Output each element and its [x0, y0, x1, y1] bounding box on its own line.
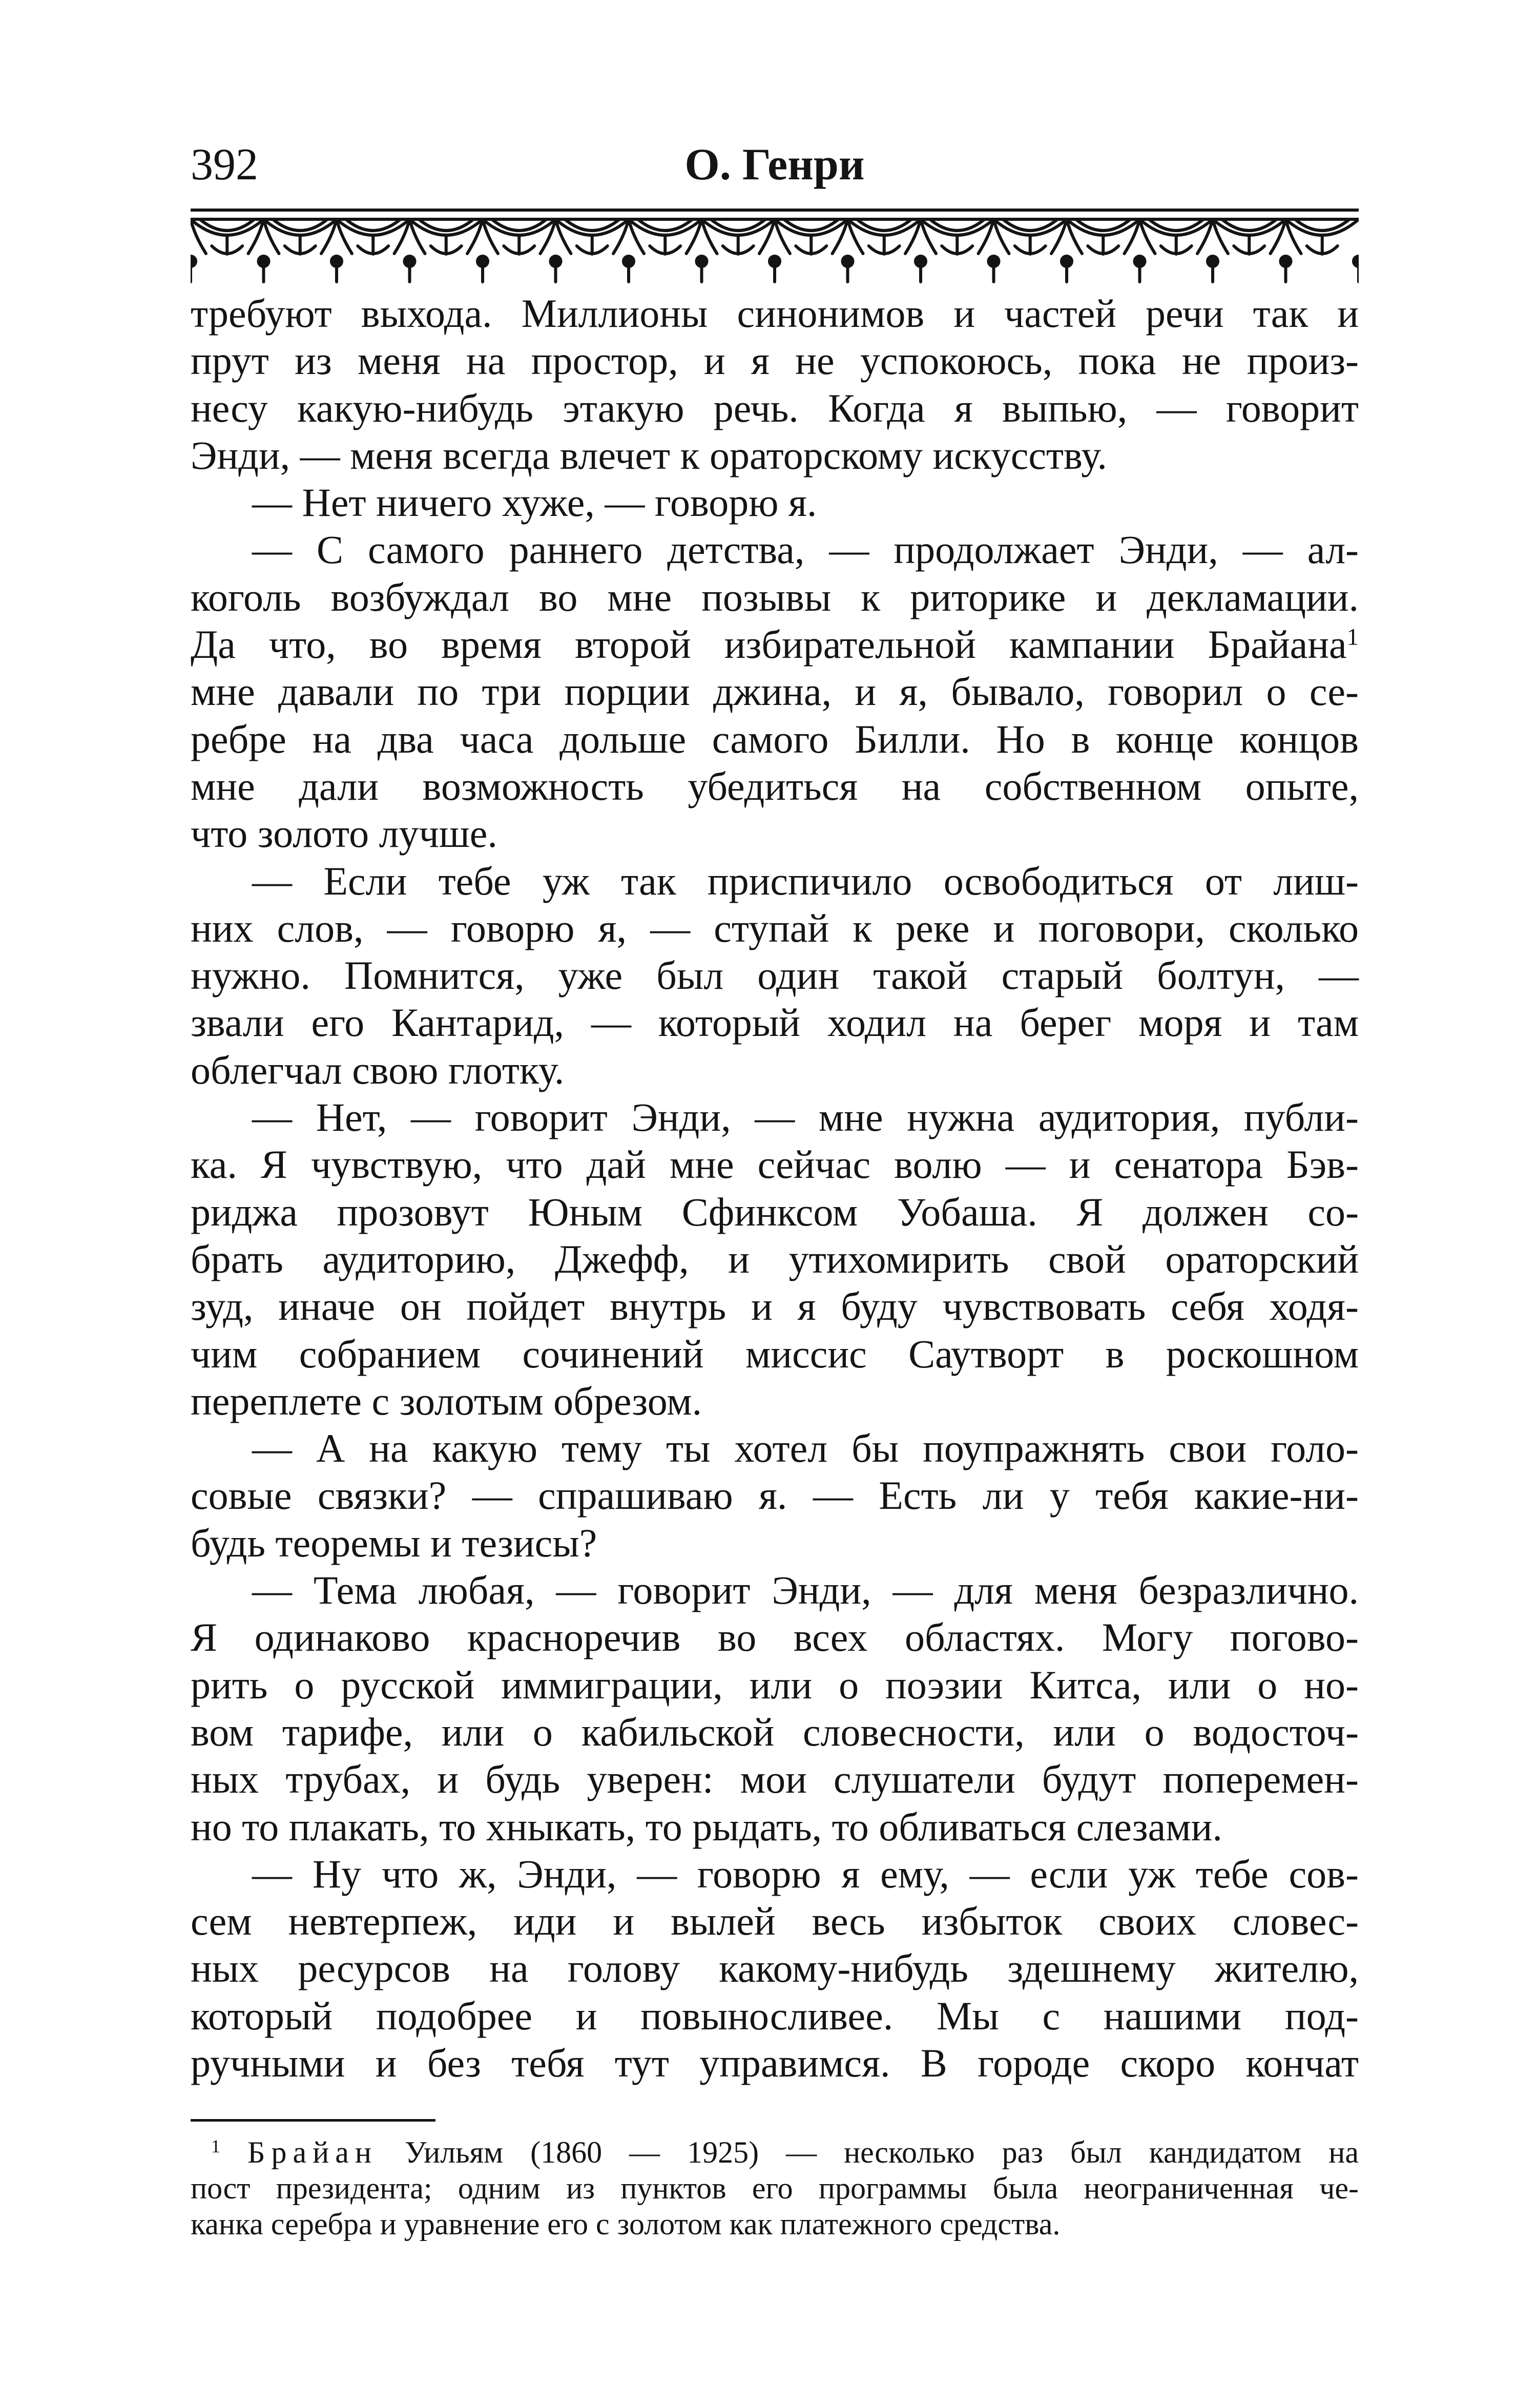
ornament-stroke: [346, 219, 401, 231]
ornament-stroke: [492, 219, 547, 231]
text-line: ребре на два часа дольше самого Билли. Но в конце концов: [191, 716, 1359, 761]
text-line: — А на какую тему ты хотел бы поупражнять свои голо-: [252, 1426, 1359, 1471]
text-line: — Нет ничего хуже, — говорю я.: [252, 480, 817, 525]
footnote-line: канка серебра и уравнение его с золотом как платежного средства.: [191, 2207, 1061, 2241]
text-line: коголь возбуждал во мне позывы к риторике и декламации.: [191, 574, 1359, 619]
ornament-stroke: [759, 219, 790, 254]
ornament-stroke: [833, 219, 863, 254]
ornament-stroke: [1125, 219, 1155, 254]
text-line: несу какую-нибудь этакую речь. Когда я выпью, — говорит: [191, 385, 1359, 430]
footnote-marker: 1: [211, 2136, 220, 2157]
text-line: который подобрее и повыносливее. Мы с нашими под-: [191, 1993, 1359, 2038]
text-line: ных трубах, и будь уверен: мои слушатели будут поперемен-: [191, 1757, 1359, 1802]
text-line: — Если тебе уж так приспичило освободиться от лиш-: [252, 858, 1359, 903]
decorative-border-ornament: [191, 205, 1359, 287]
ornament-stroke: [1051, 219, 1082, 254]
text-line: вом тарифе, или о кабильской словесности, или о водосточ-: [191, 1709, 1359, 1754]
text-line: ручными и без тебя тут управимся. В городе скоро кончат: [191, 2040, 1359, 2085]
page-header: [191, 134, 1359, 196]
text-line: чим собранием сочинений миссис Саутворт в роскошном: [191, 1331, 1359, 1376]
ornament-stroke: [979, 219, 1009, 254]
ornament-stroke: [565, 219, 620, 231]
ornament-stroke: [1003, 219, 1058, 231]
ornament-stroke: [687, 219, 717, 254]
ornament-stroke: [930, 219, 985, 231]
text-line: но то плакать, то хныкать, то рыдать, то обливаться слезами.: [191, 1804, 1222, 1849]
ornament-stroke: [467, 219, 498, 254]
text-line: них слов, — говорю я, — ступай к реке и поговори, сколько: [191, 905, 1359, 950]
footnote-reference: 1: [1346, 624, 1359, 651]
text-line: прут из меня на простор, и я не успокоюсь, пока не произ-: [191, 338, 1359, 383]
text-line: — Тема любая, — говорит Энди, — для меня безразлично.: [252, 1568, 1359, 1613]
body-text: [191, 290, 1359, 2087]
running-head: О. Генри: [684, 140, 865, 190]
ornament-stroke: [613, 219, 644, 254]
text-line: что золото лучше.: [191, 811, 497, 856]
text-line: Энди, — меня всегда влечет к ораторскому искусству.: [191, 432, 1107, 478]
text-line: риджа прозовут Юным Сфинксом Уобаша. Я должен со-: [191, 1189, 1359, 1234]
ornament-stroke: [857, 219, 912, 231]
ornament-stroke: [200, 219, 255, 231]
text-line: облегчал свою глотку.: [191, 1047, 565, 1092]
text-line: нужно. Помнится, уже был один такой старый болтун, —: [191, 953, 1359, 998]
footnote-name: Брайан: [247, 2135, 378, 2169]
ornament-stroke: [1149, 219, 1204, 231]
text-line: зуд, иначе он пойдет внутрь и я буду чувствовать себя ходя-: [191, 1284, 1359, 1329]
ornament-stroke: [248, 219, 279, 254]
ornament-stroke: [638, 219, 693, 231]
ornament-stroke: [273, 219, 328, 231]
text-line: сем невтерпеж, иди и вылей весь избыток своих словес-: [191, 1899, 1359, 1944]
footnote-text: Уильям (1860 — 1925) — несколько раз был кандидатом на: [377, 2135, 1359, 2169]
text-line: совые связки? — спрашиваю я. — Есть ли у тебя какие-ни-: [191, 1473, 1359, 1518]
ornament-stroke: [1076, 219, 1131, 231]
ornament-stroke: [1197, 219, 1228, 254]
footnote-line: пост президента; одним из пунктов его программы была неограниченная че-: [191, 2171, 1359, 2205]
ornament-stroke: [541, 219, 571, 254]
text-line: брать аудиторию, Джефф, и утихомирить свой ораторский: [191, 1236, 1359, 1281]
footnotes: [191, 2134, 1359, 2242]
text-line: Да что, во время второй избирательной кампании Брайана$^1$: [191, 622, 1359, 667]
footnote-line: [191, 2134, 1359, 2170]
text-line: звали его Кантарид, — который ходил на берег моря и там: [191, 1000, 1359, 1045]
ornament-stroke: [419, 219, 474, 231]
text-line: — Ну что ж, Энди, — говорю я ему, — если уж тебе сов-: [252, 1851, 1359, 1896]
ornament-stroke: [1271, 219, 1301, 254]
ornament-stroke: [784, 219, 839, 231]
ornament-stroke: [905, 219, 936, 254]
text-line: — Нет, — говорит Энди, — мне нужна аудитория, публи-: [252, 1095, 1359, 1140]
page-number: 392: [191, 140, 258, 190]
ornament-stroke: [1295, 219, 1350, 231]
text-line: будь теоремы и тезисы?: [191, 1520, 597, 1565]
text-line: переплете с золотым обрезом.: [191, 1378, 702, 1423]
text-line: мне давали по три порции джина, и я, бывало, говорил о се-: [191, 669, 1359, 714]
text-line: рить о русской иммиграции, или о поэзии Китса, или о но-: [191, 1662, 1359, 1707]
ornament-stroke: [321, 219, 352, 254]
text-line: требуют выхода. Миллионы синонимов и частей речи так и: [191, 291, 1359, 336]
text-line: мне дали возможность убедиться на собственном опыте,: [191, 763, 1359, 808]
text-line: — С самого раннего детства, — продолжает Энди, — ал-: [252, 527, 1359, 572]
ornament-stroke: [394, 219, 425, 254]
ornament-stroke: [1222, 219, 1277, 231]
text-line: ных ресурсов на голову какому-нибудь здешнему жителю,: [191, 1946, 1359, 1991]
text-line: ка. Я чувствую, что дай мне сейчас волю — и сенатора Бэв-: [191, 1142, 1359, 1187]
footnote-divider: [191, 2119, 435, 2122]
text-line: Я одинаково красноречив во всех областях. Могу погово-: [191, 1615, 1359, 1660]
ornament-stroke: [711, 219, 766, 231]
